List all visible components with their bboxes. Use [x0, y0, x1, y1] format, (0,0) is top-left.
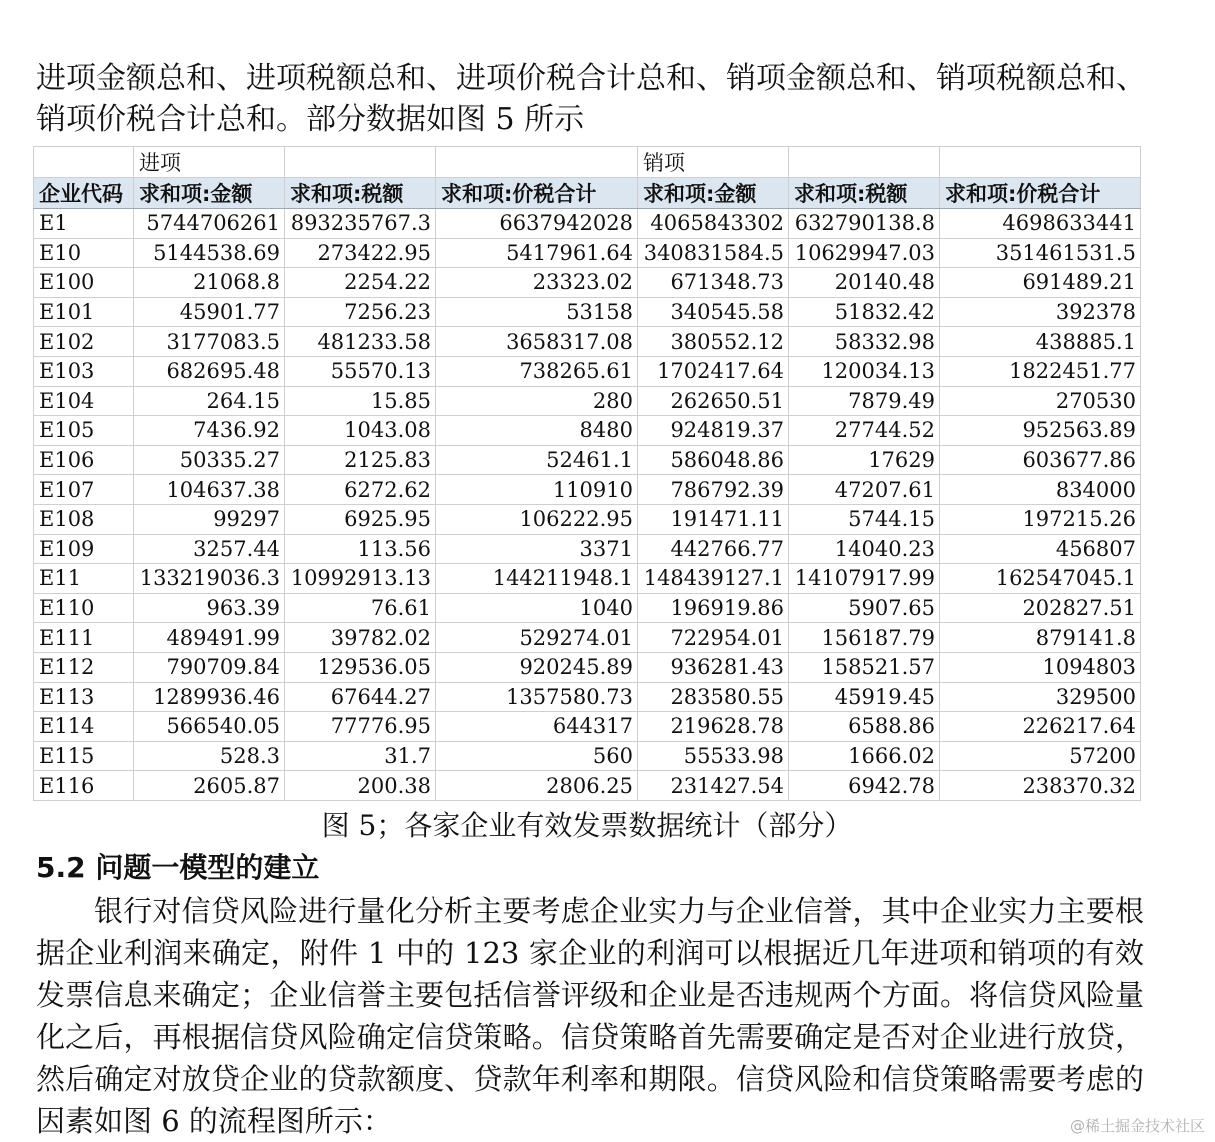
column-header: 企业代码 [34, 178, 134, 209]
value-cell: 438885.1 [940, 327, 1141, 357]
value-cell: 158521.57 [789, 652, 940, 682]
company-code-cell: E104 [34, 386, 134, 416]
value-cell: 4698633441 [940, 209, 1141, 239]
value-cell: 99297 [134, 504, 285, 534]
value-cell: 5417961.64 [436, 238, 638, 268]
section-title: 5.2 问题一模型的建立 [36, 851, 320, 884]
value-cell: 14107917.99 [789, 564, 940, 594]
company-code-cell: E10 [34, 238, 134, 268]
value-cell: 3257.44 [134, 534, 285, 564]
value-cell: 51832.42 [789, 297, 940, 327]
value-cell: 7256.23 [285, 297, 436, 327]
group-header-cell [940, 147, 1141, 178]
value-cell: 15.85 [285, 386, 436, 416]
value-cell: 924819.37 [638, 416, 789, 446]
value-cell: 262650.51 [638, 386, 789, 416]
value-cell: 226217.64 [940, 712, 1141, 742]
value-cell: 340831584.5 [638, 238, 789, 268]
value-cell: 4065843302 [638, 209, 789, 239]
company-code-cell: E115 [34, 741, 134, 771]
value-cell: 14040.23 [789, 534, 940, 564]
value-cell: 2254.22 [285, 268, 436, 298]
company-code-cell: E110 [34, 593, 134, 623]
value-cell: 17629 [789, 445, 940, 475]
value-cell: 5744706261 [134, 209, 285, 239]
group-header-row [34, 147, 1141, 178]
group-header-cell [285, 147, 436, 178]
value-cell: 270530 [940, 386, 1141, 416]
value-cell: 21068.8 [134, 268, 285, 298]
value-cell: 156187.79 [789, 623, 940, 653]
value-cell: 196919.86 [638, 593, 789, 623]
value-cell: 31.7 [285, 741, 436, 771]
company-code-cell: E107 [34, 475, 134, 505]
value-cell: 682695.48 [134, 356, 285, 386]
value-cell: 603677.86 [940, 445, 1141, 475]
value-cell: 893235767.3 [285, 209, 436, 239]
value-cell: 6942.78 [789, 771, 940, 801]
value-cell: 392378 [940, 297, 1141, 327]
company-code-cell: E109 [34, 534, 134, 564]
table-row [34, 652, 1141, 682]
value-cell: 55570.13 [285, 356, 436, 386]
company-code-cell: E101 [34, 297, 134, 327]
value-cell: 5144538.69 [134, 238, 285, 268]
value-cell: 456807 [940, 534, 1141, 564]
value-cell: 329500 [940, 682, 1141, 712]
figure-caption: 图 5；各家企业有效发票数据统计（部分） [321, 809, 853, 842]
value-cell: 632790138.8 [789, 209, 940, 239]
value-cell: 283580.55 [638, 682, 789, 712]
value-cell: 162547045.1 [940, 564, 1141, 594]
value-cell: 52461.1 [436, 445, 638, 475]
table-row [34, 445, 1141, 475]
value-cell: 2125.83 [285, 445, 436, 475]
value-cell: 20140.48 [789, 268, 940, 298]
value-cell: 586048.86 [638, 445, 789, 475]
value-cell: 120034.13 [789, 356, 940, 386]
value-cell: 113.56 [285, 534, 436, 564]
table-row [34, 356, 1141, 386]
value-cell: 936281.43 [638, 652, 789, 682]
company-code-cell: E106 [34, 445, 134, 475]
table-row [34, 238, 1141, 268]
value-cell: 1094803 [940, 652, 1141, 682]
value-cell: 5907.65 [789, 593, 940, 623]
value-cell: 129536.05 [285, 652, 436, 682]
group-header-cell [789, 147, 940, 178]
value-cell: 27744.52 [789, 416, 940, 446]
value-cell: 104637.38 [134, 475, 285, 505]
value-cell: 144211948.1 [436, 564, 638, 594]
value-cell: 5744.15 [789, 504, 940, 534]
company-code-cell: E102 [34, 327, 134, 357]
value-cell: 529274.01 [436, 623, 638, 653]
company-code-cell: E11 [34, 564, 134, 594]
value-cell: 77776.95 [285, 712, 436, 742]
value-cell: 280 [436, 386, 638, 416]
column-header: 求和项:金额 [638, 178, 789, 209]
value-cell: 1043.08 [285, 416, 436, 446]
group-header-cell: 销项 [638, 147, 789, 178]
value-cell: 1702417.64 [638, 356, 789, 386]
value-cell: 2605.87 [134, 771, 285, 801]
value-cell: 786792.39 [638, 475, 789, 505]
table-row [34, 534, 1141, 564]
table-row [34, 682, 1141, 712]
table-row [34, 504, 1141, 534]
value-cell: 1289936.46 [134, 682, 285, 712]
value-cell: 879141.8 [940, 623, 1141, 653]
value-cell: 197215.26 [940, 504, 1141, 534]
value-cell: 67644.27 [285, 682, 436, 712]
value-cell: 1666.02 [789, 741, 940, 771]
value-cell: 738265.61 [436, 356, 638, 386]
column-header: 求和项:税额 [789, 178, 940, 209]
value-cell: 340545.58 [638, 297, 789, 327]
value-cell: 273422.95 [285, 238, 436, 268]
value-cell: 1822451.77 [940, 356, 1141, 386]
value-cell: 351461531.5 [940, 238, 1141, 268]
value-cell: 3177083.5 [134, 327, 285, 357]
value-cell: 7436.92 [134, 416, 285, 446]
value-cell: 238370.32 [940, 771, 1141, 801]
value-cell: 45919.45 [789, 682, 940, 712]
company-code-cell: E116 [34, 771, 134, 801]
value-cell: 952563.89 [940, 416, 1141, 446]
value-cell: 920245.89 [436, 652, 638, 682]
table-row [34, 386, 1141, 416]
table-row [34, 327, 1141, 357]
table-row [34, 268, 1141, 298]
value-cell: 45901.77 [134, 297, 285, 327]
value-cell: 148439127.1 [638, 564, 789, 594]
value-cell: 53158 [436, 297, 638, 327]
value-cell: 1040 [436, 593, 638, 623]
value-cell: 442766.77 [638, 534, 789, 564]
column-header-row [34, 178, 1141, 209]
value-cell: 1357580.73 [436, 682, 638, 712]
value-cell: 50335.27 [134, 445, 285, 475]
value-cell: 7879.49 [789, 386, 940, 416]
table-row [34, 593, 1141, 623]
table-row [34, 771, 1141, 801]
table-row [34, 416, 1141, 446]
column-header: 求和项:价税合计 [940, 178, 1141, 209]
column-header: 求和项:价税合计 [436, 178, 638, 209]
value-cell: 691489.21 [940, 268, 1141, 298]
value-cell: 110910 [436, 475, 638, 505]
table-row [34, 623, 1141, 653]
company-code-cell: E112 [34, 652, 134, 682]
invoice-summary-table [33, 146, 1141, 801]
value-cell: 106222.95 [436, 504, 638, 534]
value-cell: 6588.86 [789, 712, 940, 742]
value-cell: 191471.11 [638, 504, 789, 534]
value-cell: 963.39 [134, 593, 285, 623]
value-cell: 3658317.08 [436, 327, 638, 357]
intro-paragraph: 进项金额总和、进项税额总和、进项价税合计总和、销项金额总和、销项税额总和、销项价税合计总和。部分数据如图 5 所示 [36, 61, 1146, 137]
value-cell: 2806.25 [436, 771, 638, 801]
value-cell: 202827.51 [940, 593, 1141, 623]
table-row [34, 712, 1141, 742]
column-header: 求和项:金额 [134, 178, 285, 209]
value-cell: 8480 [436, 416, 638, 446]
value-cell: 6272.62 [285, 475, 436, 505]
value-cell: 57200 [940, 741, 1141, 771]
value-cell: 264.15 [134, 386, 285, 416]
company-code-cell: E108 [34, 504, 134, 534]
company-code-cell: E103 [34, 356, 134, 386]
value-cell: 231427.54 [638, 771, 789, 801]
value-cell: 6637942028 [436, 209, 638, 239]
value-cell: 55533.98 [638, 741, 789, 771]
group-header-cell [34, 147, 134, 178]
value-cell: 489491.99 [134, 623, 285, 653]
table-row [34, 475, 1141, 505]
value-cell: 47207.61 [789, 475, 940, 505]
value-cell: 790709.84 [134, 652, 285, 682]
value-cell: 10992913.13 [285, 564, 436, 594]
value-cell: 671348.73 [638, 268, 789, 298]
value-cell: 133219036.3 [134, 564, 285, 594]
company-code-cell: E113 [34, 682, 134, 712]
value-cell: 39782.02 [285, 623, 436, 653]
company-code-cell: E114 [34, 712, 134, 742]
company-code-cell: E105 [34, 416, 134, 446]
value-cell: 481233.58 [285, 327, 436, 357]
value-cell: 566540.05 [134, 712, 285, 742]
value-cell: 722954.01 [638, 623, 789, 653]
value-cell: 644317 [436, 712, 638, 742]
value-cell: 76.61 [285, 593, 436, 623]
body-paragraph: 银行对信贷风险进行量化分析主要考虑企业实力与企业信誉，其中企业实力主要根据企业利润来确定，附件 1 中的 123 家企业的利润可以根据近几年进项和销项的有效发票信息来确定；企业信誉主要包括信誉评级和企业是否违规两个方面。将信贷风险量化之后，再根据信贷风险确定信贷策略。信贷策略首先需要确定是否对企业进行放贷，然后确定对放贷企业的贷款额度、贷款年利率和期限。信贷风险和信贷策略需要考虑的因素如图 6 的流程图所示： [36, 894, 1144, 1138]
value-cell: 6925.95 [285, 504, 436, 534]
value-cell: 200.38 [285, 771, 436, 801]
value-cell: 10629947.03 [789, 238, 940, 268]
value-cell: 528.3 [134, 741, 285, 771]
table-row [34, 297, 1141, 327]
group-header-cell: 进项 [134, 147, 285, 178]
value-cell: 834000 [940, 475, 1141, 505]
group-header-cell [436, 147, 638, 178]
table-row [34, 741, 1141, 771]
column-header: 求和项:税额 [285, 178, 436, 209]
table-row [34, 564, 1141, 594]
company-code-cell: E100 [34, 268, 134, 298]
value-cell: 3371 [436, 534, 638, 564]
value-cell: 560 [436, 741, 638, 771]
value-cell: 380552.12 [638, 327, 789, 357]
table-row [34, 209, 1141, 239]
watermark-text: @稀土掘金技术社区 [1069, 1117, 1205, 1135]
value-cell: 58332.98 [789, 327, 940, 357]
value-cell: 219628.78 [638, 712, 789, 742]
company-code-cell: E111 [34, 623, 134, 653]
value-cell: 23323.02 [436, 268, 638, 298]
company-code-cell: E1 [34, 209, 134, 239]
